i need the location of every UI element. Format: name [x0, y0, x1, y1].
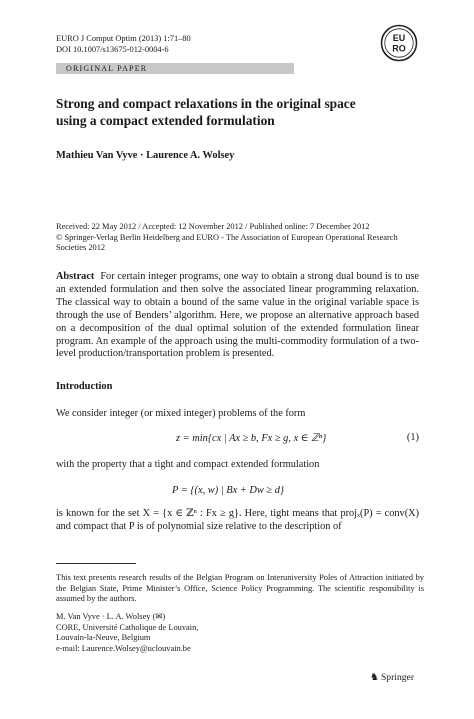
correspondence-block — [56, 612, 356, 654]
abstract-label: Abstract — [56, 271, 95, 282]
svg-text:EU: EU — [392, 33, 406, 43]
euro-logo — [380, 24, 418, 62]
title-line-1: Strong and compact relaxations in the original space — [56, 96, 356, 111]
footnote: This text presents research results of the Belgian Program on Interuniversity Poles of Attraction initiated by the Belgian State, Prime Minister’s Office, Science Policy Programming. The scientific responsibility is assumed by the authors. — [56, 573, 424, 604]
author-list: Mathieu Van Vyve · Laurence A. Wolsey — [56, 150, 235, 161]
equation-2: P = {(x, w) | Bx + Dw ≥ d} — [172, 485, 285, 496]
springer-horse-icon: ♞ — [370, 672, 379, 683]
euro-logo-icon — [380, 24, 418, 62]
correspondence-email: e-mail: Laurence.Wolsey@uclouvain.be — [56, 643, 191, 653]
svg-text:RO: RO — [392, 43, 406, 54]
publisher-name: Springer — [380, 672, 415, 683]
correspondence-affiliation: CORE, Université Catholique de Louvain, — [56, 622, 199, 632]
copyright-line-1: © Springer-Verlag Berlin Heidelberg and EURO - The Association of European Operational Research — [56, 232, 398, 242]
paper-title — [56, 95, 426, 129]
equation-1 — [56, 432, 419, 446]
equation-1-number: (1) — [406, 432, 419, 443]
abstract-text: For certain integer programs, one way to obtain a strong dual bound is to use an extended formulation and then solve the associated linear programming relaxation. The classical way to obtain a bound of the same value in the original variable space is through the use of Benders’ algorithm. Here, we propose an alternative approach based on a decomposition of the dual optimal solution of the extended formulation linear program. An example of the approach using the multi-commodity formulation of a two-level production/transportation problem is presented. — [56, 271, 419, 360]
intro-paragraph-2: with the property that a tight and compact extended formulation — [56, 459, 320, 470]
article-type-label: ORIGINAL PAPER — [66, 64, 148, 73]
received-dates: Received: 22 May 2012 / Accepted: 12 November 2012 / Published online: 7 December 2012 — [56, 222, 370, 231]
article-type-band — [56, 63, 294, 74]
footnote-divider — [56, 563, 136, 564]
abstract — [56, 271, 419, 361]
publication-history — [56, 222, 431, 254]
journal-citation: EURO J Comput Optim (2013) 1:71–80 — [56, 34, 191, 43]
publisher-mark — [370, 672, 414, 683]
intro-paragraph-1: We consider integer (or mixed integer) problems of the form — [56, 408, 306, 419]
correspondence-city: Louvain-la-Neuve, Belgium — [56, 633, 151, 643]
title-line-2: using a compact extended formulation — [56, 113, 275, 128]
correspondence-names: M. Van Vyve · L. A. Wolsey (✉) — [56, 612, 166, 621]
equation-1-expression: z = min{cx | Ax ≥ b, Fx ≥ g, x ∈ ℤⁿ} — [176, 433, 327, 444]
journal-doi: DOI 10.1007/s13675-012-0004-6 — [56, 44, 169, 54]
journal-header — [56, 34, 356, 55]
copyright-line-2: Societies 2012 — [56, 243, 106, 253]
section-heading-introduction: Introduction — [56, 381, 113, 392]
intro-paragraph-3: is known for the set X = {x ∈ ℤⁿ : Fx ≥ g}. Here, tight means that projₓ(P) = conv(X) and compact that P is of polynomial size relative to the description of — [56, 508, 419, 532]
